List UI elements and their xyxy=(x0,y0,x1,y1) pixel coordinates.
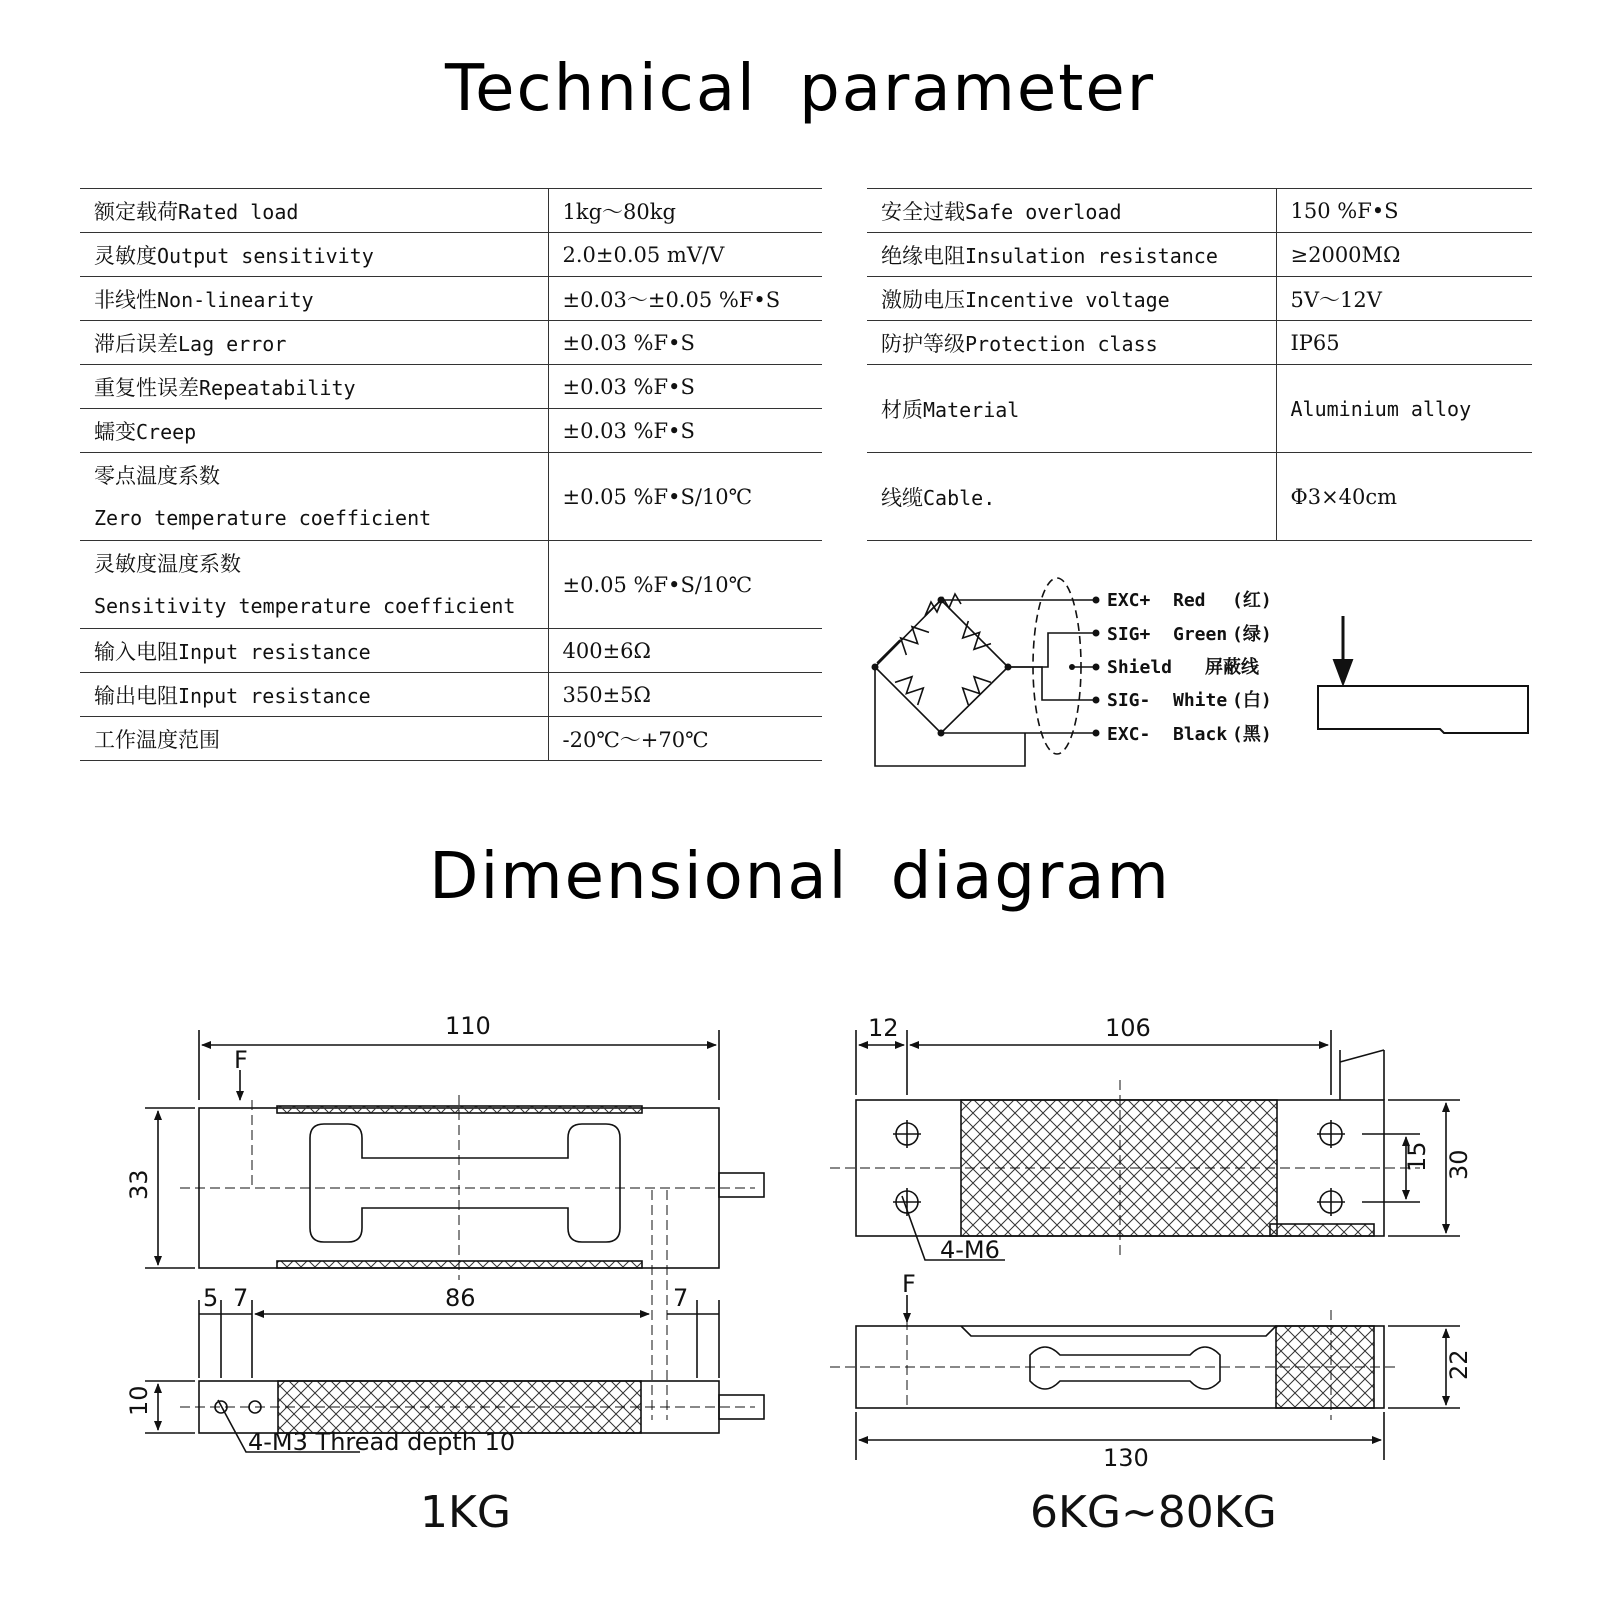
load-direction-icon xyxy=(1318,616,1528,733)
wire-signal: EXC- xyxy=(1107,724,1151,745)
param-name: 材质Material xyxy=(867,365,1276,453)
param-value: ±0.03 %F•S xyxy=(548,365,822,409)
param-name: 灵敏度Output sensitivity xyxy=(80,233,548,277)
param-name: 灵敏度温度系数 Sensitivity temperature coefficient xyxy=(80,541,548,629)
param-value: ±0.05 %F•S/10℃ xyxy=(548,453,822,541)
drawing-80kg xyxy=(830,1030,1460,1460)
param-value: 5V～12V xyxy=(1276,277,1532,321)
dim-thickness: 10 xyxy=(125,1385,153,1416)
param-name: 安全过载Safe overload xyxy=(867,189,1276,233)
bone-cutout xyxy=(310,1124,620,1242)
dim-span: 106 xyxy=(1105,1014,1151,1042)
param-name: 非线性Non-linearity xyxy=(80,277,548,321)
param-name: 工作温度范围 xyxy=(80,717,548,761)
dim-height: 30 xyxy=(1445,1149,1473,1180)
dim-end: 12 xyxy=(868,1014,899,1042)
wire-color-cn: (白) xyxy=(1232,690,1272,711)
labels-80kg xyxy=(868,1014,1473,1538)
dim-offset-a: 5 xyxy=(203,1284,219,1312)
param-name: 重复性误差Repeatability xyxy=(80,365,548,409)
param-value: 150 %F•S xyxy=(1276,189,1532,233)
dimensional-diagram-title: Dimensional diagram xyxy=(429,840,1171,914)
resistor-zigzag xyxy=(895,621,929,655)
param-name: 线缆Cable. xyxy=(867,453,1276,541)
param-name: 输入电阻Input resistance xyxy=(80,629,548,673)
param-value: 1kg～80kg xyxy=(548,189,822,233)
dim-length: 130 xyxy=(1103,1444,1149,1472)
wire-color-cn: (红) xyxy=(1232,590,1272,611)
dim-length: 110 xyxy=(445,1012,491,1040)
param-value: 400±6Ω xyxy=(548,629,822,673)
param-value: 350±5Ω xyxy=(548,673,822,717)
slot-cutout xyxy=(1030,1347,1220,1389)
dim-offset-b: 7 xyxy=(233,1284,249,1312)
param-name: 蠕变Creep xyxy=(80,409,548,453)
thread-note: 4-M3 Thread depth 10 xyxy=(248,1428,516,1456)
param-name: 输出电阻Input resistance xyxy=(80,673,548,717)
dim-thickness: 22 xyxy=(1445,1349,1473,1380)
wire-signal: SIG- xyxy=(1107,690,1151,711)
param-name: 防护等级Protection class xyxy=(867,321,1276,365)
wire-signal: EXC+ xyxy=(1107,590,1151,611)
dim-offset-c: 7 xyxy=(673,1284,689,1312)
screw-note: 4-M6 xyxy=(940,1236,1000,1264)
dim-hole-pitch: 15 xyxy=(1403,1141,1431,1172)
param-value: Aluminium alloy xyxy=(1276,365,1532,453)
cable-stub xyxy=(719,1173,764,1197)
drawing-1kg xyxy=(145,1030,764,1452)
dim-span: 86 xyxy=(445,1284,476,1312)
param-value: ±0.03～±0.05 %F•S xyxy=(548,277,822,321)
caption-80kg: 6KG~80KG xyxy=(1030,1487,1277,1538)
wire-color: White xyxy=(1173,690,1228,711)
param-value: ±0.05 %F•S/10℃ xyxy=(548,541,822,629)
param-value: ≥2000MΩ xyxy=(1276,233,1532,277)
param-value: ±0.03 %F•S xyxy=(548,409,822,453)
dim-height: 33 xyxy=(125,1169,153,1200)
force-label: F xyxy=(902,1270,916,1298)
param-value: IP65 xyxy=(1276,321,1532,365)
wire-color-cn: (黑) xyxy=(1232,724,1272,745)
param-name: 额定载荷Rated load xyxy=(80,189,548,233)
wire-color-cn: 屏蔽线 xyxy=(1205,657,1259,678)
caption-1kg: 1KG xyxy=(420,1487,511,1538)
wire-color: Green xyxy=(1173,624,1228,645)
force-label: F xyxy=(234,1046,248,1074)
param-value: Φ3×40cm xyxy=(1276,453,1532,541)
labels-1kg xyxy=(125,1012,688,1538)
param-value: 2.0±0.05 mV/V xyxy=(548,233,822,277)
wiring-labels xyxy=(1107,590,1272,745)
wire-color-cn: (绿) xyxy=(1232,624,1272,645)
wiring-diagram xyxy=(872,578,1100,766)
param-value: ±0.03 %F•S xyxy=(548,321,822,365)
param-name: 零点温度系数 Zero temperature coefficient xyxy=(80,453,548,541)
param-name: 激励电压Incentive voltage xyxy=(867,277,1276,321)
param-value: -20℃～+70℃ xyxy=(548,717,822,761)
wire-color: Red xyxy=(1173,590,1206,611)
param-name: 滞后误差Lag error xyxy=(80,321,548,365)
param-name: 绝缘电阻Insulation resistance xyxy=(867,233,1276,277)
wire-signal: SIG+ xyxy=(1107,624,1151,645)
resistor-zigzag xyxy=(957,621,991,655)
resistor-zigzag xyxy=(895,671,929,705)
wire-color: Black xyxy=(1173,724,1228,745)
technical-parameter-title: Technical parameter xyxy=(444,52,1156,126)
wire-signal: Shield xyxy=(1107,657,1173,678)
